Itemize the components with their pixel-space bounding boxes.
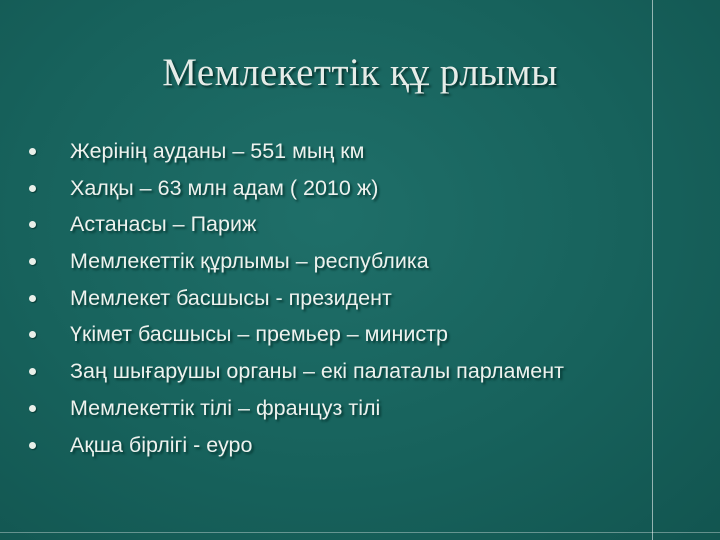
bullet-item xyxy=(28,433,658,470)
bullet-text: Мемлекеттік тілі – француз тілі xyxy=(70,395,381,420)
bullet-text: Халқы – 63 млн адам ( 2010 ж) xyxy=(70,175,379,200)
bullet-text: Заң шығарушы органы – екі палаталы парламент xyxy=(70,359,564,384)
bullet-dot-icon xyxy=(29,148,36,155)
bullet-text: Астанасы – Париж xyxy=(70,212,257,237)
bullet-item xyxy=(28,212,658,249)
bullet-text: Мемлекеттік құрлымы – республика xyxy=(70,249,429,274)
bullet-item xyxy=(28,139,658,176)
bullet-item xyxy=(28,396,658,433)
bullet-text: Жерінің ауданы – 551 мың км xyxy=(70,139,365,163)
bullet-dot-icon xyxy=(29,368,36,375)
bullet-item xyxy=(28,322,658,359)
bullet-dot-icon xyxy=(29,442,36,449)
bullet-text: Үкімет басшысы – премьер – министр xyxy=(70,322,448,347)
bullet-item xyxy=(28,176,658,213)
bullet-item xyxy=(28,286,658,323)
bullet-item xyxy=(28,249,658,286)
frame-divider-horizontal xyxy=(0,532,720,533)
bullet-dot-icon xyxy=(29,331,36,338)
bullet-item xyxy=(28,359,658,396)
bullet-dot-icon xyxy=(29,258,36,265)
bullet-text: Мемлекет басшысы - президент xyxy=(70,285,392,310)
bullet-dot-icon xyxy=(29,185,36,192)
bullet-text: Ақша бірлігі - еуро xyxy=(70,432,253,457)
bullet-dot-icon xyxy=(29,295,36,302)
bullet-dot-icon xyxy=(29,405,36,412)
bullet-list xyxy=(28,139,658,469)
bullet-dot-icon xyxy=(29,221,36,228)
slide-title: Мемлекеттік құ рлымы xyxy=(162,51,558,94)
